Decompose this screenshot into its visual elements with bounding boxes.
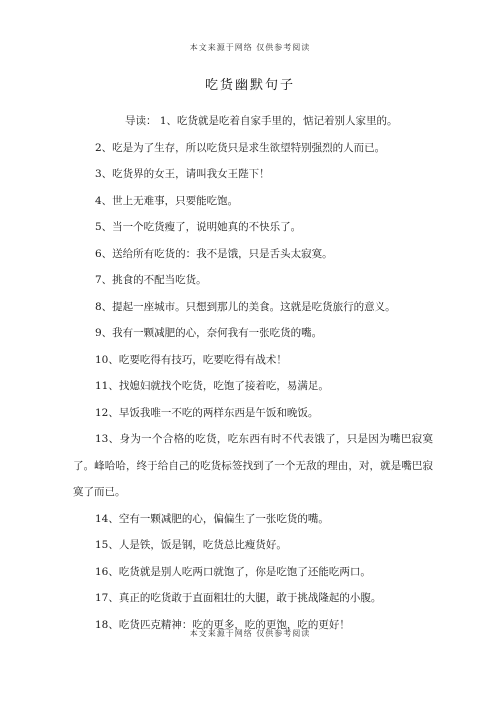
paragraph-9: 9、我有一颗减肥的心，奈何我有一张吃货的嘴。 bbox=[95, 327, 323, 339]
article-body bbox=[73, 108, 433, 638]
paragraph-2: 2、吃是为了生存，所以吃货只是求生欲望特别强烈的人而已。 bbox=[95, 141, 386, 154]
header-source-note: 本文来源于网络 仅供参考阅读 bbox=[189, 43, 311, 52]
paragraph-3: 3、吃货界的女王，请叫我女王陛下！ bbox=[95, 168, 270, 180]
footer-source-note: 本文来源于网络 仅供参考阅读 bbox=[189, 629, 311, 638]
paragraph-13: 13、身为一个合格的吃货，吃东西有时不代表饿了，只是因为嘴巴寂寞了。峰哈哈，终于给自己的吃货标签找到了一个无敌的理由，对，就是嘴巴寂寞了而已。 bbox=[73, 433, 433, 498]
paragraph-8: 8、提起一座城市。只想到那儿的美食。这就是吃货旅行的意义。 bbox=[95, 300, 396, 313]
paragraph-12: 12、早饭我唯一不吃的两样东西是午饭和晚饭。 bbox=[95, 406, 319, 419]
paragraph-16: 16、吃货就是别人吃两口就饱了，你是吃饱了还能吃两口。 bbox=[95, 565, 371, 578]
paragraph-intro: 导读： 1、吃货就是吃着自家手里的，惦记着别人家里的。 bbox=[125, 115, 398, 127]
paragraph-10: 10、吃要吃得有技巧，吃要吃得有战术！ bbox=[95, 353, 287, 366]
paragraph-4: 4、世上无难事，只要能吃饱。 bbox=[95, 194, 239, 207]
paragraph-17: 17、真正的吃货敢于直面粗壮的大腿，敢于挑战隆起的小腹。 bbox=[95, 592, 382, 604]
paragraph-14: 14、空有一颗减肥的心，偏偏生了一张吃货的嘴。 bbox=[95, 512, 329, 525]
paragraph-11: 11、找媳妇就找个吃货，吃饱了接着吃，易满足。 bbox=[95, 380, 329, 392]
paragraph-6: 6、送给所有吃货的：我不是饿，只是舌头太寂寞。 bbox=[95, 247, 333, 260]
paragraph-5: 5、当一个吃货瘦了，说明她真的不快乐了。 bbox=[95, 221, 302, 233]
paragraph-7: 7、挑食的不配当吃货。 bbox=[95, 274, 207, 286]
page-title: 吃货幽默句子 bbox=[204, 78, 295, 93]
paragraph-15: 15、人是铁，饭是钢，吃货总比瘦货好。 bbox=[95, 539, 287, 551]
paragraph-18: 18、吃货匹克精神：吃的更多，吃的更饱，吃的更好！ bbox=[95, 618, 350, 631]
